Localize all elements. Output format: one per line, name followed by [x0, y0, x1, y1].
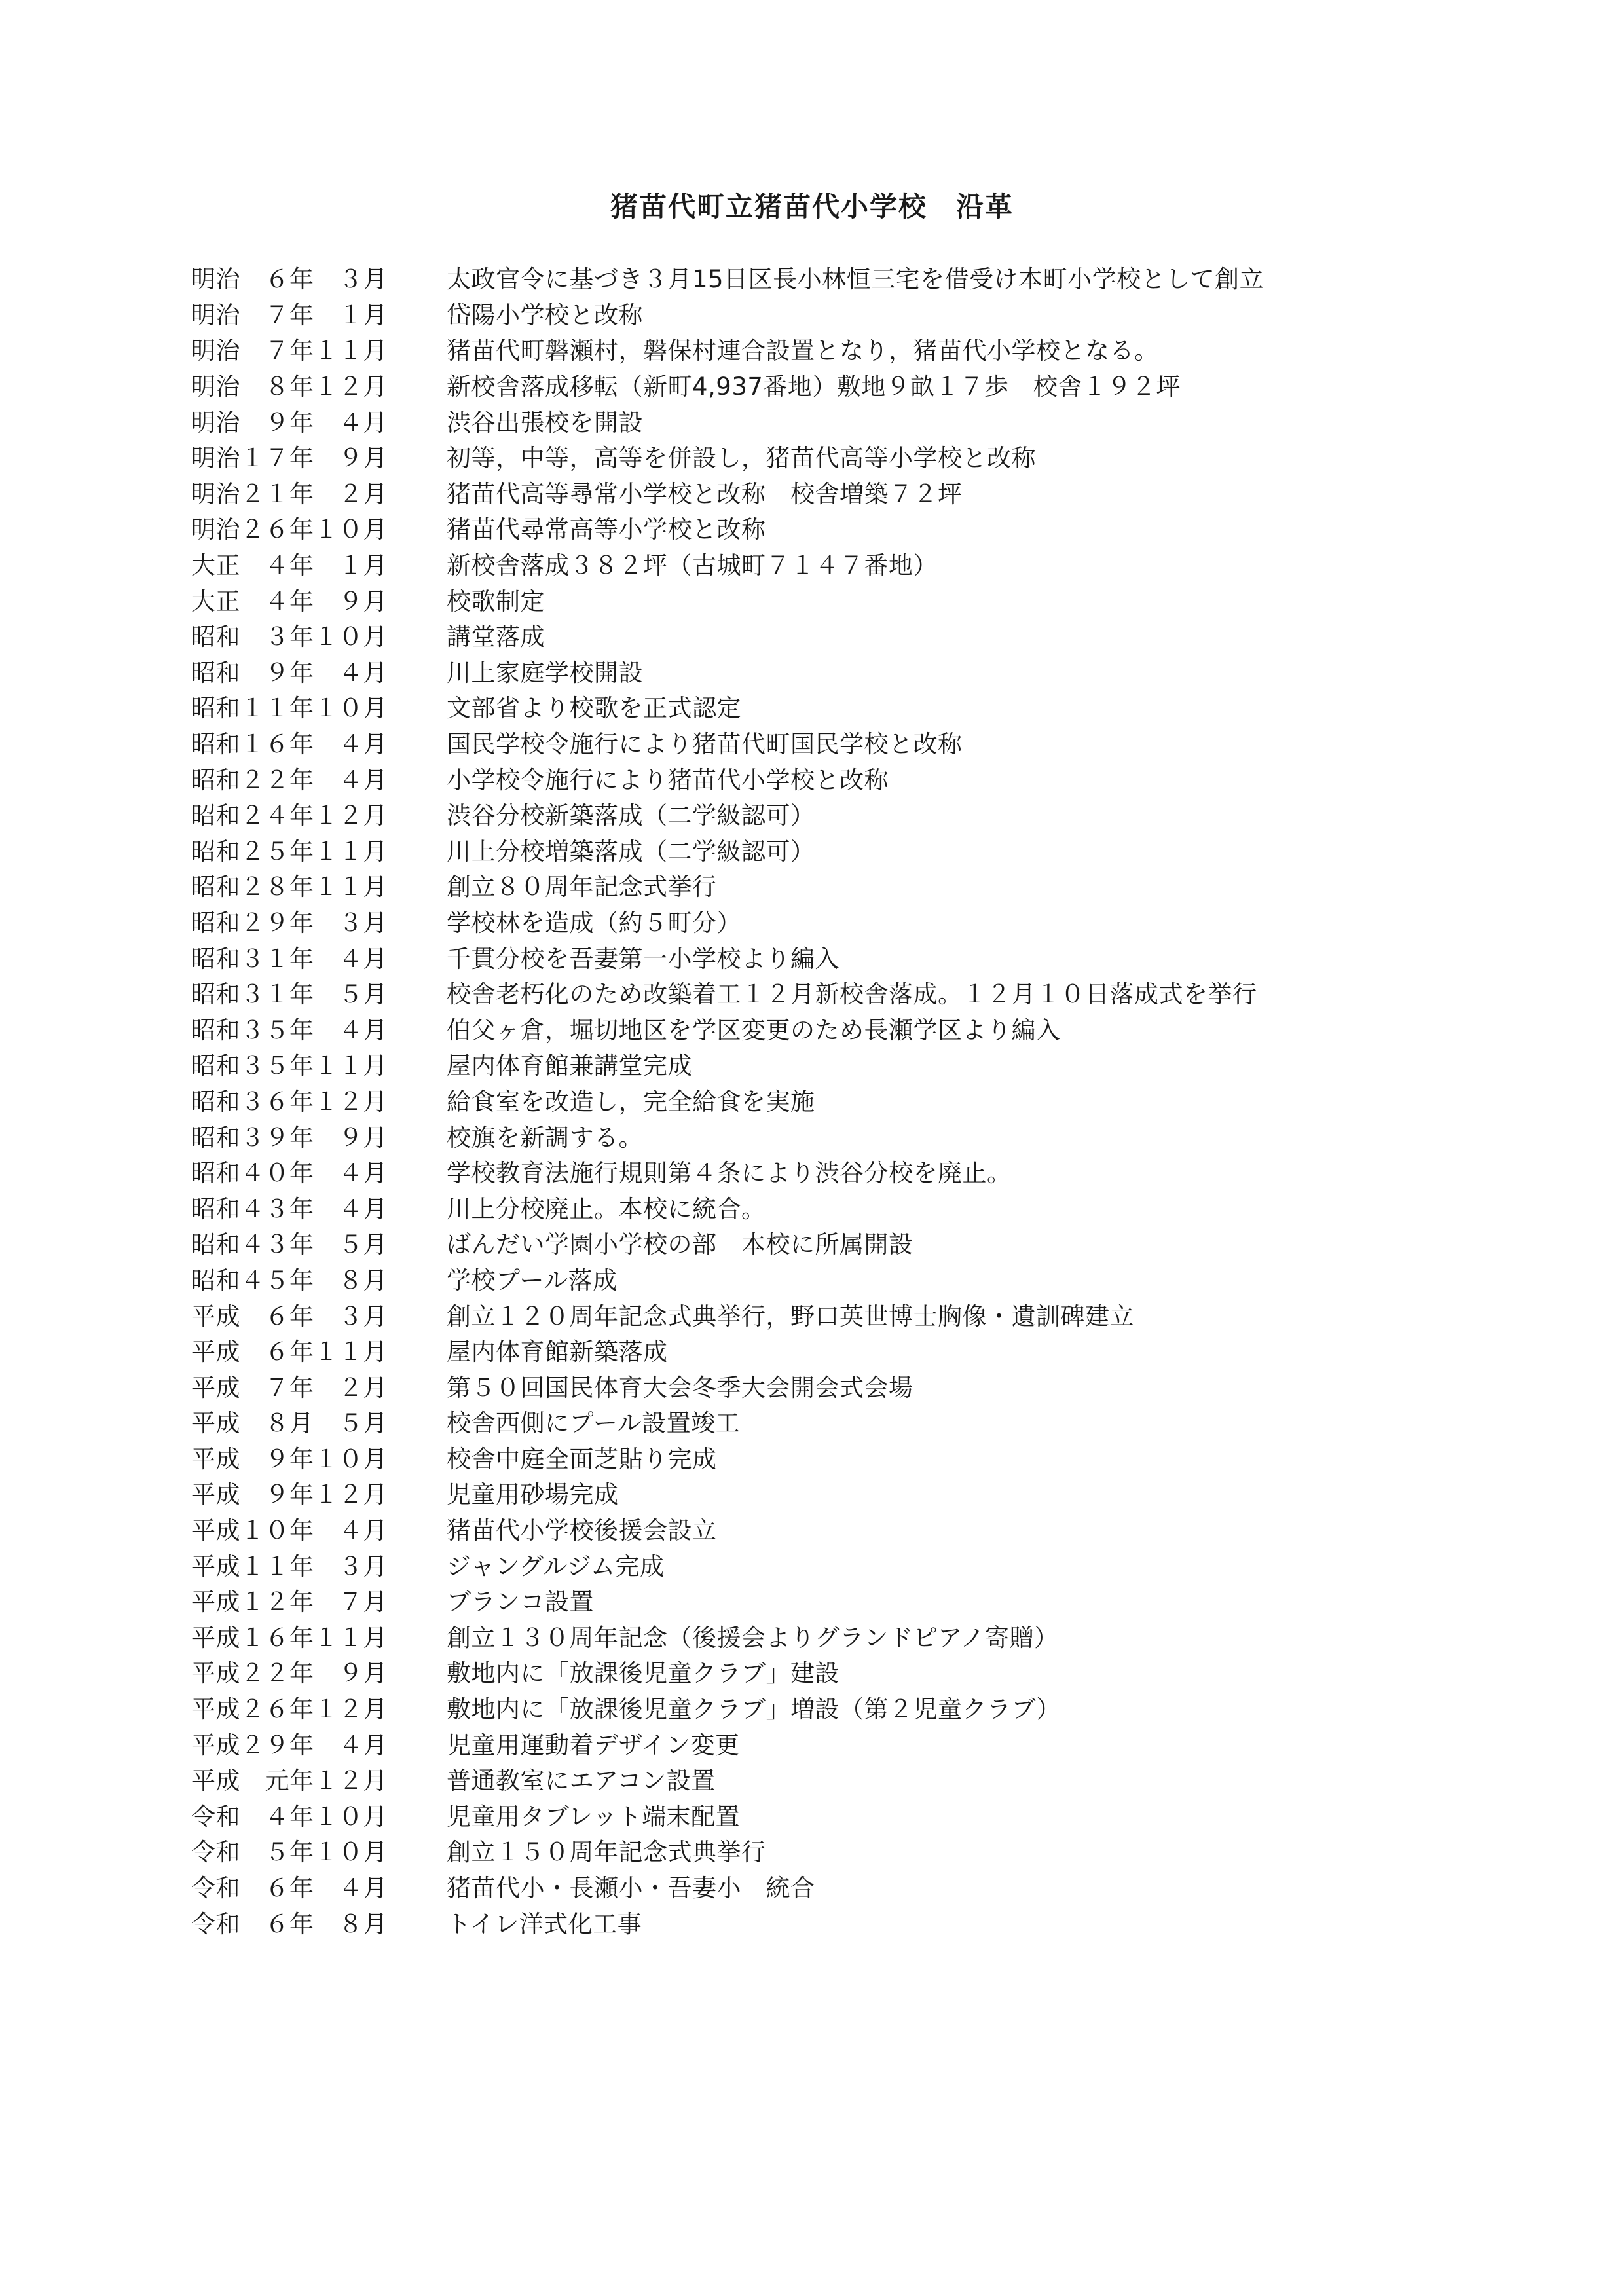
history-row — [191, 1084, 1468, 1120]
history-event: 川上分校増築落成（二学級認可） — [447, 837, 815, 866]
history-date: 平成１１年 ３月 — [191, 1552, 388, 1581]
history-row — [191, 1906, 1468, 1942]
history-event: 渋谷分校新築落成（二学級認可） — [447, 801, 815, 830]
history-event: 猪苗代高等尋常小学校と改称 校舎増築７２坪 — [447, 479, 963, 508]
history-event: 学校プール落成 — [447, 1266, 618, 1294]
history-event: 校歌制定 — [447, 587, 545, 615]
history-row — [191, 1048, 1468, 1084]
history-date: 昭和 ３年１０月 — [191, 623, 388, 652]
history-date: 平成２６年１２月 — [191, 1695, 388, 1724]
history-row — [191, 1513, 1468, 1549]
history-row — [191, 262, 1468, 298]
history-row — [191, 1799, 1468, 1835]
history-date: 平成１０年 ４月 — [191, 1516, 388, 1545]
history-event: 新校舎落成移転（新町4,937番地）敷地９畝１７歩 校舎１９２坪 — [447, 373, 1181, 401]
history-event: 児童用タブレット端末配置 — [447, 1802, 741, 1831]
history-date: 昭和１１年１０月 — [191, 694, 388, 723]
history-event: 創立８０周年記念式挙行 — [447, 873, 717, 902]
history-event: 敷地内に「放課後児童クラブ」増設（第２児童クラブ） — [447, 1695, 1061, 1724]
history-date: 平成２２年 ９月 — [191, 1659, 388, 1688]
history-event: 給食室を改造し，完全給食を実施 — [447, 1087, 815, 1116]
history-row — [191, 1477, 1468, 1513]
history-date: 平成 元年１２月 — [191, 1767, 388, 1795]
history-row — [191, 1334, 1468, 1370]
history-date: 明治 ９年 ４月 — [191, 408, 388, 437]
history-row — [191, 477, 1468, 513]
history-date: 大正 ４年 ９月 — [191, 587, 388, 615]
history-date: 昭和４３年 ５月 — [191, 1230, 388, 1259]
history-row — [191, 727, 1468, 763]
history-date: 昭和３５年 ４月 — [191, 1016, 388, 1044]
history-row — [191, 1191, 1468, 1227]
history-row — [191, 548, 1468, 584]
history-date: 令和 ５年１０月 — [191, 1838, 388, 1867]
history-row — [191, 1692, 1468, 1728]
history-event: 初等，中等，高等を併設し，猪苗代高等小学校と改称 — [447, 444, 1036, 473]
history-date: 明治 ７年 １月 — [191, 301, 388, 329]
history-date: 平成 ６年 ３月 — [191, 1302, 388, 1331]
history-row — [191, 762, 1468, 798]
history-date: 平成 ７年 ２月 — [191, 1373, 388, 1402]
history-date: 大正 ４年 １月 — [191, 551, 388, 580]
history-event: 千貫分校を吾妻第一小学校より編入 — [447, 944, 840, 973]
history-date: 平成１６年１１月 — [191, 1623, 388, 1652]
history-date: 昭和２４年１２月 — [191, 801, 388, 830]
history-row — [191, 1656, 1468, 1692]
history-event: 創立１３０周年記念（後援会よりグランドピアノ寄贈） — [447, 1623, 1059, 1652]
history-date: 昭和 ９年 ４月 — [191, 658, 388, 687]
history-event: 屋内体育館新築落成 — [447, 1338, 668, 1367]
history-date: 明治 ８年１２月 — [191, 373, 388, 401]
history-row — [191, 1406, 1468, 1442]
history-event: ジャングルジム完成 — [447, 1552, 665, 1581]
history-row — [191, 834, 1468, 870]
history-date: 平成２９年 ４月 — [191, 1731, 388, 1759]
history-event: 創立１２０周年記念式典挙行，野口英世博士胸像・遺訓碑建立 — [447, 1302, 1134, 1331]
history-event: 岱陽小学校と改称 — [447, 301, 643, 329]
history-event: 児童用運動着デザイン変更 — [447, 1731, 740, 1759]
history-row — [191, 1871, 1468, 1907]
history-event: 小学校令施行により猪苗代小学校と改称 — [447, 765, 889, 794]
history-event: 屋内体育館兼講堂完成 — [447, 1052, 692, 1080]
history-row — [191, 906, 1468, 942]
history-date: 昭和３１年 ５月 — [191, 980, 388, 1009]
history-row — [191, 1263, 1468, 1299]
history-row — [191, 655, 1468, 691]
history-event: 学校林を造成（約５町分） — [447, 908, 741, 937]
history-event: 渋谷出張校を開設 — [447, 408, 643, 437]
history-date: 昭和４３年 ４月 — [191, 1194, 388, 1223]
page-title: 猪苗代町立猪苗代小学校 沿革 — [610, 191, 1014, 223]
history-event: 新校舎落成３８２坪（古城町７１４７番地） — [447, 551, 938, 580]
history-event: 創立１５０周年記念式典挙行 — [447, 1838, 766, 1867]
history-row — [191, 298, 1468, 334]
history-event: 伯父ヶ倉，堀切地区を学区変更のため長瀬学区より編入 — [447, 1016, 1061, 1044]
history-event: 猪苗代町磐瀬村，磐保村連合設置となり，猪苗代小学校となる。 — [447, 337, 1159, 365]
history-row — [191, 1621, 1468, 1657]
history-date: 平成 ９年１０月 — [191, 1444, 388, 1473]
history-date: 平成 ８月 ５月 — [191, 1409, 388, 1438]
history-row — [191, 1549, 1468, 1585]
history-row — [191, 1156, 1468, 1192]
history-row — [191, 1442, 1468, 1478]
history-date: 昭和３６年１２月 — [191, 1087, 388, 1116]
history-date: 令和 ４年１０月 — [191, 1802, 388, 1831]
history-event: 猪苗代尋常高等小学校と改称 — [447, 515, 766, 544]
history-row — [191, 333, 1468, 369]
history-row — [191, 619, 1468, 655]
history-event: 校舎老朽化のため改築着工１２月新校舎落成。１２月１０日落成式を挙行 — [447, 980, 1257, 1009]
history-event: ブランコ設置 — [447, 1588, 594, 1617]
history-row — [191, 405, 1468, 441]
history-date: 平成 ６年１１月 — [191, 1338, 388, 1367]
history-event: 第５０回国民体育大会冬季大会開会式会場 — [447, 1373, 913, 1402]
history-date: 昭和２２年 ４月 — [191, 765, 388, 794]
history-row — [191, 798, 1468, 834]
history-date: 昭和３１年 ４月 — [191, 944, 388, 973]
history-date: 昭和２５年１１月 — [191, 837, 388, 866]
history-event: トイレ洋式化工事 — [447, 1909, 642, 1938]
history-event: 校舎中庭全面芝貼り完成 — [447, 1444, 717, 1473]
history-event: 猪苗代小学校後援会設立 — [447, 1516, 717, 1545]
history-event: 猪苗代小・長瀬小・吾妻小 統合 — [447, 1874, 815, 1903]
history-row — [191, 1585, 1468, 1621]
history-row — [191, 1370, 1468, 1406]
history-date: 昭和３９年 ９月 — [191, 1123, 388, 1152]
history-event: 校旗を新調する。 — [447, 1123, 643, 1152]
history-row — [191, 1763, 1468, 1799]
history-event: 児童用砂場完成 — [447, 1480, 619, 1509]
history-date: 昭和４０年 ４月 — [191, 1159, 388, 1188]
history-date: 平成１２年 ７月 — [191, 1588, 388, 1617]
history-row — [191, 1012, 1468, 1048]
history-date: 明治２６年１０月 — [191, 515, 388, 544]
history-event: 敷地内に「放課後児童クラブ」建設 — [447, 1659, 840, 1688]
history-event: ばんだい学園小学校の部 本校に所属開設 — [447, 1230, 913, 1259]
history-date: 明治 ６年 ３月 — [191, 265, 388, 294]
history-list — [191, 262, 1468, 1942]
history-event: 講堂落成 — [447, 623, 545, 652]
history-date: 昭和２８年１１月 — [191, 873, 388, 902]
history-row — [191, 583, 1468, 619]
history-event: 太政官令に基づき３月15日区長小林恒三宅を借受け本町小学校として創立 — [447, 265, 1264, 294]
history-event: 校舎西側にプール設置竣工 — [447, 1409, 741, 1438]
history-row — [191, 512, 1468, 548]
history-row — [191, 441, 1468, 477]
history-date: 明治 ７年１１月 — [191, 337, 388, 365]
history-event: 学校教育法施行規則第４条により渋谷分校を廃止。 — [447, 1159, 1012, 1188]
history-date: 明治１７年 ９月 — [191, 444, 388, 473]
history-date: 昭和３５年１１月 — [191, 1052, 388, 1080]
history-date: 平成 ９年１２月 — [191, 1480, 388, 1509]
history-row — [191, 1227, 1468, 1263]
history-row — [191, 1727, 1468, 1763]
history-row — [191, 870, 1468, 906]
history-row — [191, 691, 1468, 727]
history-date: 令和 ６年 ８月 — [191, 1909, 388, 1938]
history-row — [191, 1120, 1468, 1156]
history-row — [191, 941, 1468, 977]
history-date: 昭和４５年 ８月 — [191, 1266, 388, 1294]
history-event: 川上分校廃止。本校に統合。 — [447, 1194, 766, 1223]
history-row — [191, 1298, 1468, 1334]
history-event: 川上家庭学校開設 — [447, 658, 643, 687]
history-date: 令和 ６年 ４月 — [191, 1874, 388, 1903]
history-date: 昭和２９年 ３月 — [191, 908, 388, 937]
history-row — [191, 369, 1468, 405]
history-event: 普通教室にエアコン設置 — [447, 1767, 716, 1795]
history-date: 昭和１６年 ４月 — [191, 730, 388, 759]
history-date: 明治２１年 ２月 — [191, 479, 388, 508]
history-row — [191, 977, 1468, 1013]
history-event: 国民学校令施行により猪苗代町国民学校と改称 — [447, 730, 963, 759]
history-event: 文部省より校歌を正式認定 — [447, 694, 741, 723]
history-row — [191, 1835, 1468, 1871]
